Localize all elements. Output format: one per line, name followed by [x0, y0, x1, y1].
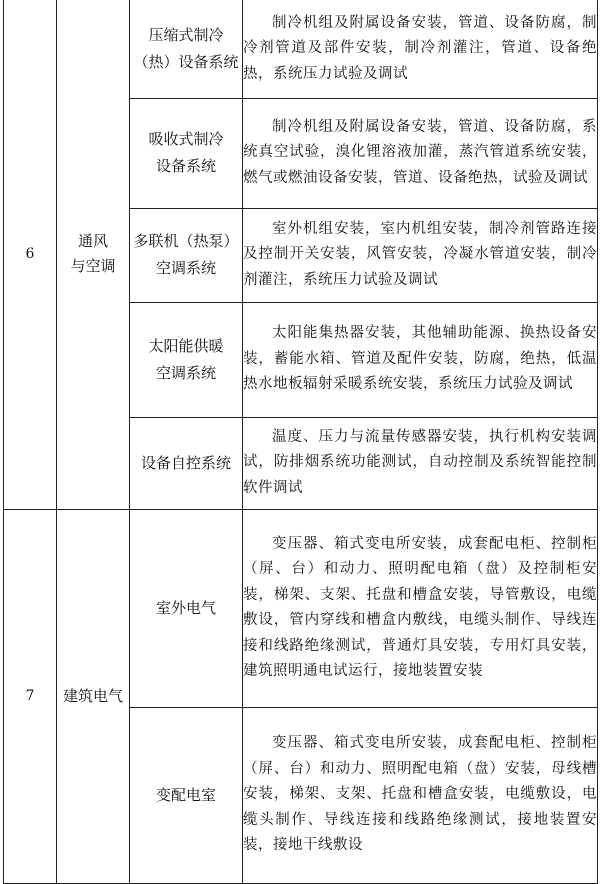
- subdivision-name-cell: [130, 707, 243, 883]
- division-name-cell: [57, 0, 130, 509]
- subdivision-name-line: 空调系统: [155, 363, 216, 382]
- subdivision-name-cell: [130, 509, 243, 707]
- subdivision-name-line: 室外电气: [155, 598, 216, 617]
- table-row: [4, 509, 598, 707]
- subdivision-name-cell: [130, 417, 243, 509]
- division-number: 7: [25, 688, 35, 704]
- subdivision-name-line: 多联机（热泵）: [133, 232, 239, 250]
- subdivision-name-line: 太阳能供暖: [148, 336, 224, 355]
- subdivision-items-cell: 变压器、箱式变电所安装，成套配电柜、控制柜（屏、台）和动力、照明配电箱（盘）及控制柜安装，梯架、支架、托盘和槽盒安装，导管敷设，电缆敷设，管内穿线和槽盒内敷线，电缆头制作、导线连接和线路绝缘测试，普通灯具安装，专用灯具安装，建筑照明通电试运行，接地装置安装: [243, 509, 598, 707]
- table-row: [4, 0, 598, 98]
- subdivision-items-cell: 制冷机组及附属设备安装，管道、设备防腐，系统真空试验，溴化锂溶液加灌，蒸汽管道系统安装，燃气或燃油设备安装，管道、设备绝热，试验及调试: [243, 98, 598, 208]
- subdivision-items-cell: 变压器、箱式变电所安装，成套配电柜、控制柜（屏、台）和动力、照明配电箱（盘）安装，母线槽安装，梯架、支架、托盘和槽盒安装，电缆敷设，电缆头制作、导线连接和线路绝缘测试，接地装置安装，接地干线敷设: [243, 707, 598, 883]
- division-name-line: 通风: [77, 232, 108, 251]
- division-number-cell: [4, 509, 57, 883]
- subdivision-name-line: 吸收式制冷: [148, 130, 224, 148]
- subdivision-name-line: 设备系统: [155, 157, 216, 175]
- subdivision-name-cell: [130, 98, 243, 208]
- subdivision-name-line: 变配电室: [155, 785, 216, 804]
- construction-division-table: [3, 0, 598, 884]
- division-number-cell: [4, 0, 57, 509]
- subdivision-name-line: 设备自控系统: [140, 453, 231, 472]
- subdivision-name-cell: [130, 208, 243, 302]
- subdivision-name-cell: [130, 0, 243, 98]
- division-name-cell: [57, 509, 130, 883]
- subdivision-name-line: 压缩式制冷: [148, 25, 224, 44]
- subdivision-items-cell: 太阳能集热器安装，其他辅助能源、换热设备安装，蓄能水箱、管道及配件安装，防腐，绝热，低温热水地板辐射采暖系统安装，系统压力试验及调试: [243, 302, 598, 417]
- subdivision-items-cell: 室外机组安装，室内机组安装，制冷剂管路连接及控制开关安装，风管安装，冷凝水管道安装，制冷剂灌注，系统压力试验及调试: [243, 208, 598, 302]
- division-name-line: 与空调: [70, 257, 116, 276]
- subdivision-name-line: 空调系统: [155, 259, 216, 277]
- division-number: 6: [25, 246, 35, 263]
- subdivision-name-cell: [130, 302, 243, 417]
- division-name-line: 建筑电气: [62, 686, 123, 705]
- subdivision-items-cell: 温度、压力与流量传感器安装，执行机构安装调试，防排烟系统功能测试，自动控制及系统智能控制软件调试: [243, 417, 598, 509]
- subdivision-items-cell: 制冷机组及附属设备安装，管道、设备防腐，制冷剂管道及部件安装，制冷剂灌注，管道、设备绝热，系统压力试验及调试: [243, 0, 598, 98]
- subdivision-name-line: （热）设备系统: [133, 52, 239, 71]
